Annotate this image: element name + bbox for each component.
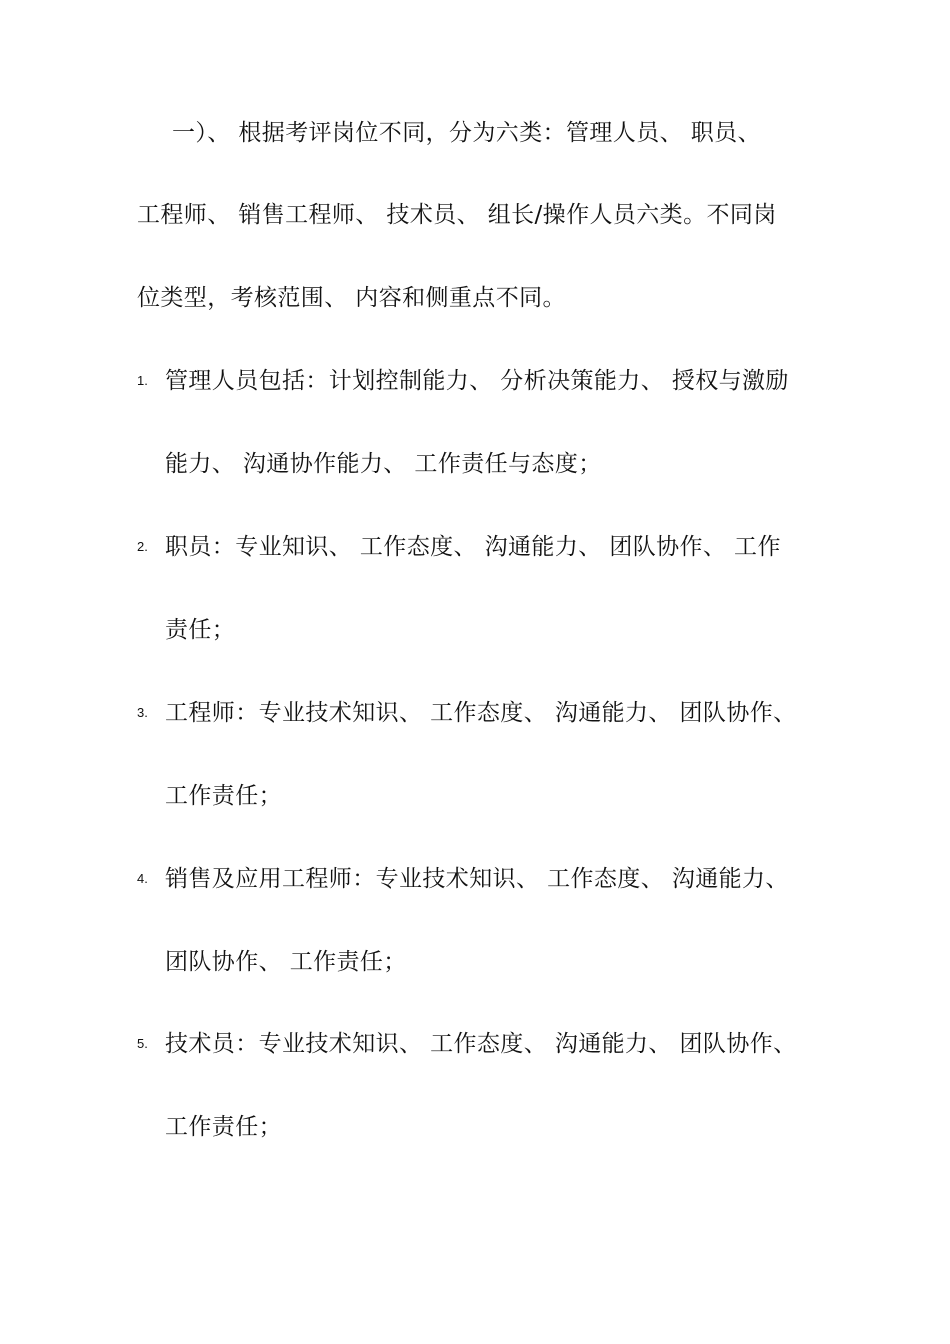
list-item-line-1: 职员：专业知识、 工作态度、 沟通能力、 团队协作、 工作: [165, 534, 781, 560]
list-item-line-1: 技术员：专业技术知识、 工作态度、 沟通能力、 团队协作、: [165, 1031, 797, 1057]
list-item-line-2: 团队协作、 工作责任；: [165, 949, 407, 975]
list-item-number: 1.: [137, 373, 148, 388]
list-item-line-1: 工程师：专业技术知识、 工作态度、 沟通能力、 团队协作、: [165, 700, 797, 726]
intro-line-2: 工程师、 销售工程师、 技术员、 组长/操作人员六类。不同岗: [137, 202, 777, 228]
list-item-line-2: 工作责任；: [165, 1114, 282, 1140]
list-item-number: 4.: [137, 871, 148, 886]
list-item-number: 5.: [137, 1036, 148, 1051]
intro-line-1: 一）、 根据考评岗位不同，分为六类：管理人员、 职员、: [172, 120, 761, 146]
list-item-number: 2.: [137, 539, 148, 554]
list-item-line-2: 工作责任；: [165, 783, 282, 809]
list-item-number: 3.: [137, 705, 148, 720]
list-item-line-2: 能力、 沟通协作能力、 工作责任与态度；: [165, 451, 602, 477]
list-item-line-1: 管理人员包括：计划控制能力、 分析决策能力、 授权与激励: [165, 368, 789, 394]
intro-line-3: 位类型，考核范围、 内容和侧重点不同。: [137, 285, 566, 311]
list-item-line-2: 责任；: [165, 617, 236, 643]
list-item-line-1: 销售及应用工程师：专业技术知识、 工作态度、 沟通能力、: [165, 866, 789, 892]
